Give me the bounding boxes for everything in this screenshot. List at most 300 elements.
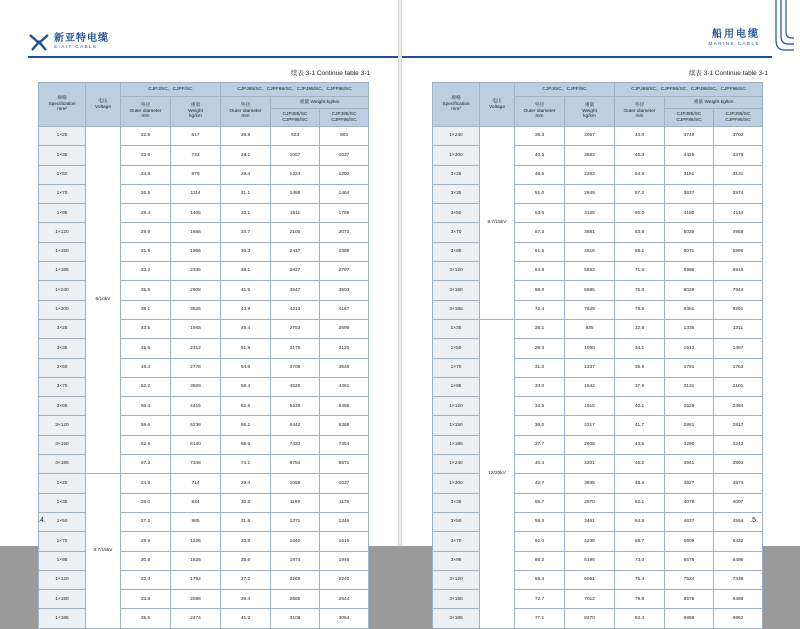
section-header [708, 30, 760, 47]
outer-diameter-cell: 29.4 [221, 474, 271, 493]
weight-a-cell: 1059 [271, 474, 320, 493]
outer-diameter-cell: 84.4 [615, 609, 665, 628]
weight-b-cell: 9862 [714, 609, 763, 628]
outer-diameter-cell: 35.9 [615, 358, 665, 377]
outer-diameter-cell: 33.6 [221, 532, 271, 551]
spec-cell: 3×25 [39, 319, 86, 338]
outer-diameter-cell: 31.0 [515, 358, 565, 377]
outer-diameter-cell: 57.2 [615, 184, 665, 203]
weight-a-cell: 3547 [271, 281, 320, 300]
od-header: 外径 Outer diameter mm [121, 97, 171, 127]
spec-cell: 3×95 [433, 551, 480, 570]
weight-cell: 3881 [565, 223, 615, 242]
outer-diameter-cell: 36.3 [221, 242, 271, 261]
weight-b-cell: 3503 [320, 281, 369, 300]
weight-cell: 2262 [565, 165, 615, 184]
weight-b-cell: 1946 [320, 551, 369, 570]
weight-a-cell: 2753 [271, 319, 320, 338]
weight-a-cell: 2131 [665, 377, 714, 396]
outer-diameter-cell: 51.0 [515, 184, 565, 203]
outer-diameter-cell: 38.3 [515, 127, 565, 146]
weight-cell: 3525 [171, 300, 221, 319]
weight-cell: 1405 [171, 204, 221, 223]
spec-header: 规格 Specification mm² [433, 83, 480, 127]
weight-b-cell: 4007 [714, 493, 763, 512]
weight-group-header: 重量 Weight kg/km [271, 97, 369, 109]
outer-diameter-cell: 44.0 [615, 127, 665, 146]
weight-a-cell: 9381 [665, 300, 714, 319]
weight-b-cell: 2817 [714, 416, 763, 435]
weight-cell: 3835 [565, 474, 615, 493]
weight-a-cell: 7433 [271, 435, 320, 454]
weight-cell: 1525 [171, 551, 221, 570]
outer-diameter-cell: 63.8 [615, 223, 665, 242]
weight-cell: 3057 [565, 127, 615, 146]
header-rule [402, 56, 772, 58]
outer-diameter-cell: 36.0 [515, 416, 565, 435]
weight-a-cell: 4637 [665, 512, 714, 531]
outer-diameter-cell: 38.1 [221, 262, 271, 281]
spec-cell: 1×50 [39, 512, 86, 531]
outer-diameter-cell: 40.4 [515, 455, 565, 474]
weight-a-cell: 5029 [665, 223, 714, 242]
outer-diameter-cell: 24.9 [121, 474, 171, 493]
weight-b-cell: 9291 [714, 300, 763, 319]
od-header: 外径 Outer diameter mm [515, 97, 565, 127]
voltage-cell: 6/10kV [86, 127, 121, 474]
table-row [39, 127, 369, 146]
outer-diameter-cell: 71.6 [615, 262, 665, 281]
weight-cell: 2335 [171, 262, 221, 281]
outer-diameter-cell: 68.7 [615, 532, 665, 551]
weight-b-cell: 1311 [714, 319, 763, 338]
spec-cell: 1×185 [433, 435, 480, 454]
voltage-header: 电压 Voltage [86, 83, 121, 127]
group1-header: CJPJ/SC、CJPF/SC [515, 83, 615, 97]
outer-diameter-cell: 26.9 [221, 127, 271, 146]
outer-diameter-cell: 54.8 [615, 165, 665, 184]
weight-b-cell: 2240 [320, 570, 369, 589]
spec-cell: 3×120 [433, 570, 480, 589]
weight-b-cell: 3120 [320, 339, 369, 358]
spec-cell: 1×300 [39, 300, 86, 319]
outer-diameter-cell: 38.1 [121, 300, 171, 319]
weight-b-cell: 1487 [714, 339, 763, 358]
spec-cell: 1×120 [39, 570, 86, 589]
weight-b-cell: 4167 [320, 300, 369, 319]
weight-cell: 8270 [565, 609, 615, 628]
weight-cell: 2778 [171, 358, 221, 377]
outer-diameter-cell: 76.4 [615, 570, 665, 589]
weight-a-cell: 4078 [665, 493, 714, 512]
weight-cell: 1792 [171, 570, 221, 589]
spec-cell: 1×150 [433, 416, 480, 435]
weight-a-cell: 3191 [665, 165, 714, 184]
spec-cell: 3×150 [433, 281, 480, 300]
group2-header: CJPJ85/SC、CJPF86/SC、CJPJ95/SC、CJPF96/SC [615, 83, 763, 97]
spec-cell: 1×95 [39, 204, 86, 223]
weight-cell: 985 [171, 512, 221, 531]
outer-diameter-cell: 51.9 [221, 339, 271, 358]
outer-diameter-cell: 31.5 [121, 242, 171, 261]
right-page [402, 0, 800, 621]
weight-cell: 1666 [171, 223, 221, 242]
outer-diameter-cell: 41.5 [221, 281, 271, 300]
weight-group-header: 重量 Weight kg/km [665, 97, 763, 109]
page-number: .4. [38, 517, 46, 524]
weight-cell: 2312 [171, 339, 221, 358]
weight-b-header: CJPJ95/SC CJPF96/SC [320, 109, 369, 127]
weight-b-cell: 6915 [714, 262, 763, 281]
spec-cell: 1×50 [39, 165, 86, 184]
weight-b-cell: 1037 [320, 146, 369, 165]
weight-a-cell: 1336 [665, 319, 714, 338]
weight-a-cell: 9959 [665, 609, 714, 628]
weight-cell: 4238 [565, 532, 615, 551]
left-page [0, 0, 398, 621]
outer-diameter-cell: 33.8 [121, 590, 171, 609]
spec-cell: 3×120 [39, 416, 86, 435]
weight-cell: 1337 [565, 358, 615, 377]
outer-diameter-cell: 48.4 [121, 358, 171, 377]
outer-diameter-cell: 37.9 [615, 377, 665, 396]
weight-cell: 617 [171, 127, 221, 146]
weight-cell: 3125 [565, 204, 615, 223]
weight-b-cell: 1175 [320, 493, 369, 512]
weight-cell: 1642 [565, 377, 615, 396]
section-name-cn: 船用电缆 [712, 29, 760, 40]
outer-diameter-cell: 72.4 [515, 300, 565, 319]
weight-a-cell: 2685 [271, 590, 320, 609]
weight-cell: 7012 [565, 590, 615, 609]
outer-diameter-cell: 37.2 [221, 570, 271, 589]
weight-cell: 2088 [171, 590, 221, 609]
weight-a-cell: 1224 [271, 165, 320, 184]
weight-a-cell: 1811 [271, 204, 320, 223]
outer-diameter-cell: 62.8 [221, 397, 271, 416]
weight-a-cell: 2100 [271, 223, 320, 242]
outer-diameter-cell: 75.0 [615, 281, 665, 300]
spec-cell: 3×150 [39, 435, 86, 454]
outer-diameter-cell: 35.6 [221, 551, 271, 570]
outer-diameter-cell: 24.8 [121, 165, 171, 184]
spec-cell: 1×240 [433, 127, 480, 146]
weight-a-cell: 4627 [665, 474, 714, 493]
outer-diameter-cell: 49.4 [221, 319, 271, 338]
outer-diameter-cell: 64.8 [615, 512, 665, 531]
weight-a-cell: 923 [271, 127, 320, 146]
weight-cell: 879 [171, 165, 221, 184]
weight-a-cell: 6996 [665, 262, 714, 281]
spec-cell: 3×35 [39, 339, 86, 358]
weight-cell: 2649 [565, 184, 615, 203]
weight-a-cell: 8579 [665, 590, 714, 609]
spec-cell: 3×70 [433, 223, 480, 242]
outer-diameter-cell: 40.5 [515, 146, 565, 165]
weight-b-cell: 2699 [320, 319, 369, 338]
weight-b-cell: 2389 [320, 242, 369, 261]
spec-cell: 3×25 [433, 165, 480, 184]
spec-header: 规格 Specification mm² [39, 83, 86, 127]
weight-cell: 6051 [565, 570, 615, 589]
spec-cell: 3×120 [433, 262, 480, 281]
weight-b-cell: 6496 [714, 551, 763, 570]
spec-cell: 3×95 [39, 397, 86, 416]
weight-b-cell: 4958 [714, 223, 763, 242]
outer-diameter-cell: 29.9 [121, 223, 171, 242]
table-row [433, 127, 763, 146]
spec-cell: 3×70 [39, 377, 86, 396]
outer-diameter-cell: 69.4 [515, 570, 565, 589]
weight-cell: 714 [171, 474, 221, 493]
outer-diameter-cell: 43.5 [121, 319, 171, 338]
weight-a-cell: 6578 [665, 551, 714, 570]
weight-b-cell: 1616 [320, 532, 369, 551]
weight-b-cell: 4375 [714, 146, 763, 165]
brand-header [28, 30, 109, 54]
weight-a-cell: 7524 [665, 570, 714, 589]
weight-a-cell: 6442 [271, 416, 320, 435]
outer-diameter-cell: 79.5 [615, 300, 665, 319]
weight-b-cell: 3574 [714, 184, 763, 203]
weight-b-cell: 1786 [320, 204, 369, 223]
weight-b-cell: 3646 [320, 358, 369, 377]
outer-diameter-cell: 48.6 [615, 474, 665, 493]
spec-cell: 3×185 [433, 300, 480, 319]
od-header-2: 外径 Outer diameter mm [221, 97, 271, 127]
brand-name-en: SIAIT CABLE [54, 44, 98, 50]
weight-b-cell: 1763 [714, 358, 763, 377]
header-rule [28, 56, 398, 58]
weight-b-cell: 8488 [714, 590, 763, 609]
outer-diameter-cell: 57.3 [515, 223, 565, 242]
outer-diameter-cell: 61.5 [515, 242, 565, 261]
weight-b-cell: 3064 [320, 609, 369, 628]
outer-diameter-cell: 53.6 [515, 204, 565, 223]
spec-cell: 1×240 [39, 281, 86, 300]
weight-b-cell: 5432 [714, 532, 763, 551]
weight-cell: 6595 [565, 281, 615, 300]
outer-diameter-cell: 30.6 [221, 493, 271, 512]
spec-cell: 3×150 [433, 590, 480, 609]
weight-b-header: CJPJ95/SC CJPF96/SC [714, 109, 763, 127]
weight-a-cell: 2269 [271, 570, 320, 589]
outer-diameter-cell: 66.2 [515, 551, 565, 570]
spec-cell: 1×185 [39, 262, 86, 281]
outer-diameter-cell: 60.0 [615, 204, 665, 223]
outer-diameter-cell: 34.1 [615, 339, 665, 358]
weight-cell: 4415 [171, 397, 221, 416]
spec-cell: 3×185 [433, 609, 480, 628]
spec-cell: 1×240 [433, 455, 480, 474]
cable-spec-table [432, 82, 763, 629]
weight-a-cell: 1513 [665, 339, 714, 358]
spec-cell: 3×95 [433, 242, 480, 261]
weight-cell: 6140 [171, 435, 221, 454]
weight-cell: 5196 [565, 551, 615, 570]
weight-b-cell: 8671 [320, 455, 369, 474]
weight-a-cell: 2827 [271, 262, 320, 281]
weight-b-cell: 1202 [320, 165, 369, 184]
outer-diameter-cell: 45.8 [121, 339, 171, 358]
outer-diameter-cell: 52.2 [121, 377, 171, 396]
weight-a-cell: 1642 [271, 532, 320, 551]
weight-b-cell: 2644 [320, 590, 369, 609]
weight-b-cell: 3702 [714, 127, 763, 146]
outer-diameter-cell: 28.1 [515, 319, 565, 338]
outer-diameter-cell: 28.4 [121, 204, 171, 223]
table-row [433, 319, 763, 338]
weight-b-cell: 3892 [714, 455, 763, 474]
spec-cell: 1×120 [433, 397, 480, 416]
spec-cell: 1×95 [39, 551, 86, 570]
group2-header: CJPJ85/SC、CJPF86/SC、CJPJ95/SC、CJPF96/SC [221, 83, 369, 97]
outer-diameter-cell: 46.2 [615, 455, 665, 474]
outer-diameter-cell: 35.6 [121, 609, 171, 628]
outer-diameter-cell: 46.3 [615, 146, 665, 165]
outer-diameter-cell: 79.8 [615, 590, 665, 609]
corner-decoration-icon [772, 0, 794, 70]
outer-diameter-cell: 42.7 [515, 474, 565, 493]
outer-diameter-cell: 33.2 [121, 262, 171, 281]
weight-a-cell: 3108 [271, 609, 320, 628]
outer-diameter-cell: 27.2 [121, 512, 171, 531]
section-name-en: MARINE CABLE [708, 41, 760, 46]
spec-cell: 1×185 [39, 609, 86, 628]
outer-diameter-cell: 33.1 [221, 204, 271, 223]
weight-cell: 2217 [565, 416, 615, 435]
weight-b-cell: 4564 [714, 512, 763, 531]
weight-b-cell: 2073 [320, 223, 369, 242]
outer-diameter-cell: 31.8 [221, 512, 271, 531]
spec-cell: 1×150 [39, 590, 86, 609]
outer-diameter-cell: 64.8 [515, 262, 565, 281]
outer-diameter-cell: 59.6 [121, 416, 171, 435]
weight-a-cell: 1974 [271, 551, 320, 570]
weight-cell: 4816 [565, 242, 615, 261]
weight-b-cell: 4574 [714, 474, 763, 493]
outer-diameter-cell: 26.5 [121, 184, 171, 203]
outer-diameter-cell: 62.1 [615, 493, 665, 512]
weight-a-header: CJPJ85/SC CJPF86/SC [271, 109, 320, 127]
weight-a-cell: 3706 [271, 358, 320, 377]
weight-cell: 3509 [171, 377, 221, 396]
cable-spec-table [38, 82, 369, 629]
outer-diameter-cell: 62.0 [515, 532, 565, 551]
weight-b-cell: 2484 [714, 397, 763, 416]
outer-diameter-cell: 28.9 [121, 532, 171, 551]
outer-diameter-cell: 28.1 [221, 146, 271, 165]
outer-diameter-cell: 68.1 [615, 242, 665, 261]
outer-diameter-cell: 72.7 [515, 590, 565, 609]
weight-cell: 2970 [565, 493, 615, 512]
weight-a-cell: 2526 [665, 397, 714, 416]
outer-diameter-cell: 29.3 [515, 339, 565, 358]
weight-b-cell: 4114 [714, 204, 763, 223]
outer-diameter-cell: 56.3 [121, 397, 171, 416]
outer-diameter-cell: 67.3 [121, 455, 171, 474]
spec-cell: 3×50 [433, 204, 480, 223]
weight-b-cell: 3131 [714, 165, 763, 184]
outer-diameter-cell: 22.5 [121, 127, 171, 146]
voltage-cell: 12/20kV [480, 319, 515, 628]
weight-cell: 1945 [171, 319, 221, 338]
weight-a-cell: 4425 [665, 146, 714, 165]
outer-diameter-cell: 66.2 [221, 416, 271, 435]
page-number: .5. [750, 517, 758, 524]
voltage-cell: 8.7/15kV [480, 127, 515, 320]
outer-diameter-cell: 26.0 [121, 493, 171, 512]
spec-cell: 1×150 [39, 242, 86, 261]
outer-diameter-cell: 29.4 [221, 165, 271, 184]
spec-cell: 1×95 [433, 377, 480, 396]
spec-cell: 1×50 [433, 339, 480, 358]
od-header-2: 外径 Outer diameter mm [615, 97, 665, 127]
weight-b-cell: 1464 [320, 184, 369, 203]
outer-diameter-cell: 41.7 [615, 416, 665, 435]
weight-cell: 2474 [171, 609, 221, 628]
spec-cell: 1×35 [39, 146, 86, 165]
outer-diameter-cell: 39.4 [221, 590, 271, 609]
spec-cell: 1×70 [39, 184, 86, 203]
weight-a-cell: 4213 [271, 300, 320, 319]
spec-cell: 3×70 [433, 532, 480, 551]
weight-a-cell: 1371 [271, 512, 320, 531]
outer-diameter-cell: 68.0 [515, 281, 565, 300]
weight-cell: 1114 [171, 184, 221, 203]
outer-diameter-cell: 69.6 [221, 435, 271, 454]
weight-b-cell: 903 [320, 127, 369, 146]
weight-a-cell: 5509 [665, 532, 714, 551]
weight-a-cell: 3749 [665, 127, 714, 146]
outer-diameter-cell: 43.5 [615, 435, 665, 454]
weight-a-cell: 1057 [271, 146, 320, 165]
weight-header: 重量 Weight kg/km [565, 97, 615, 127]
table-caption: 续表 3-1 Continue table 3-1 [290, 70, 370, 77]
weight-a-cell: 1488 [271, 184, 320, 203]
outer-diameter-cell: 33.0 [515, 377, 565, 396]
weight-cell: 1226 [171, 532, 221, 551]
weight-cell: 2908 [171, 281, 221, 300]
spec-cell: 1×25 [39, 474, 86, 493]
outer-diameter-cell: 34.5 [515, 397, 565, 416]
weight-a-cell: 4180 [665, 204, 714, 223]
weight-b-cell: 6368 [320, 416, 369, 435]
weight-b-cell: 3243 [714, 435, 763, 454]
weight-a-cell: 3290 [665, 435, 714, 454]
outer-diameter-cell: 40.1 [615, 397, 665, 416]
weight-a-cell: 1199 [271, 493, 320, 512]
weight-cell: 1956 [171, 242, 221, 261]
weight-a-header: CJPJ85/SC CJPF86/SC [665, 109, 714, 127]
spec-cell: 3×185 [39, 455, 86, 474]
outer-diameter-cell: 55.7 [515, 493, 565, 512]
outer-diameter-cell: 58.3 [515, 512, 565, 531]
outer-diameter-cell: 34.7 [221, 223, 271, 242]
brand-logo-icon [28, 31, 50, 53]
weight-a-cell: 2861 [665, 416, 714, 435]
outer-diameter-cell: 32.8 [615, 319, 665, 338]
weight-a-cell: 5536 [271, 397, 320, 416]
weight-b-cell: 5995 [714, 242, 763, 261]
table-row [39, 474, 369, 493]
outer-diameter-cell: 58.4 [221, 377, 271, 396]
group1-header: CJPJ/SC、CJPF/SC [121, 83, 221, 97]
weight-cell: 2608 [565, 435, 615, 454]
weight-cell: 5652 [565, 262, 615, 281]
weight-cell: 3683 [565, 146, 615, 165]
spec-cell: 3×50 [39, 358, 86, 377]
